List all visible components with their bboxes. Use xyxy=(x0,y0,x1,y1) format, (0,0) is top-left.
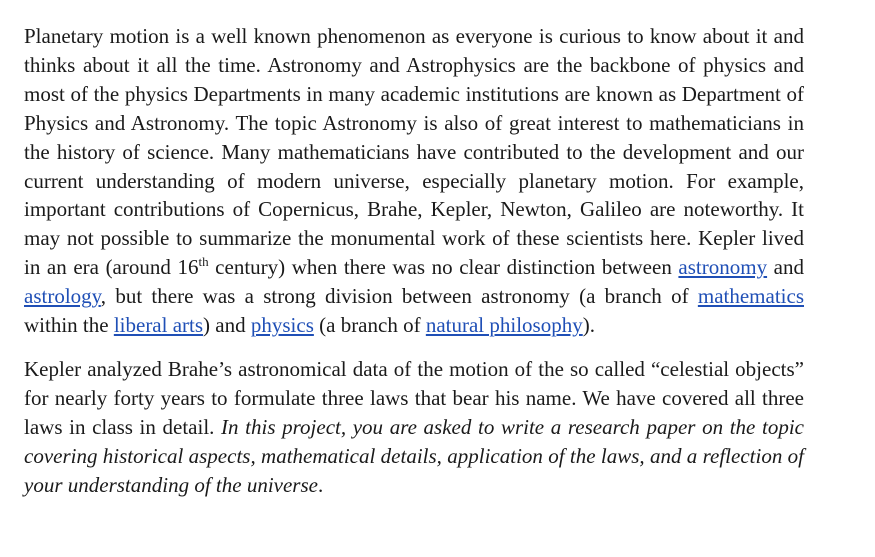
paragraph-text: and xyxy=(767,255,804,280)
link-astrology[interactable]: astrology xyxy=(24,284,101,309)
paragraph-text: Planetary motion is a well known phenomenon as everyone is curious to know about it and thinks about it all the time. Astronomy and Astrophysics are the backbone of physics and most of the physics Departments in many academic institutions are known as Department of Physics and Astronomy. The topic Astronomy is also of great interest to mathematicians in the history of science. Many mathematicians have contributed to the development and our current understanding of modern universe, especially planetary motion. For example, important contributions of Copernicus, Brahe, Kepler, Newton, Galileo are noteworthy. It may not possible to summarize the monumental work of these scientists here. Kepler lived in an era (around 16 xyxy=(24,24,804,280)
link-astronomy[interactable]: astronomy xyxy=(678,255,768,280)
paragraph-text: (a branch of xyxy=(313,313,426,338)
paragraph-text: within the xyxy=(24,313,114,338)
paragraph-text: ) and xyxy=(203,313,251,338)
paragraph-text: , but there was a strong division between astronomy (a branch of xyxy=(100,284,698,309)
ordinal-superscript: th xyxy=(198,254,209,270)
link-liberal-arts[interactable]: liberal arts xyxy=(113,313,204,338)
paragraph-text: . xyxy=(317,472,324,497)
paragraph-planetary-motion xyxy=(24,22,804,340)
link-natural-philosophy[interactable]: natural philosophy xyxy=(425,313,583,338)
paragraph-text: century) when there was no clear distinction between xyxy=(208,255,679,280)
paragraph-text: Kepler analyzed Brahe’s astronomical data of the motion of the so called “celestial objects” for nearly forty years to formulate three laws that bear his name. We have covered all three laws in class in detail. xyxy=(24,356,804,439)
link-mathematics[interactable]: mathematics xyxy=(697,284,804,309)
link-physics[interactable]: physics xyxy=(250,313,314,338)
paragraph-text: ). xyxy=(582,313,595,338)
paragraph-kepler-project xyxy=(24,355,804,500)
document-body xyxy=(24,22,804,500)
project-instructions: In this project, you are asked to write a research paper on the topic covering historical aspects, mathematical details, application of the laws, and a reflection of your understanding of the universe xyxy=(24,414,804,497)
